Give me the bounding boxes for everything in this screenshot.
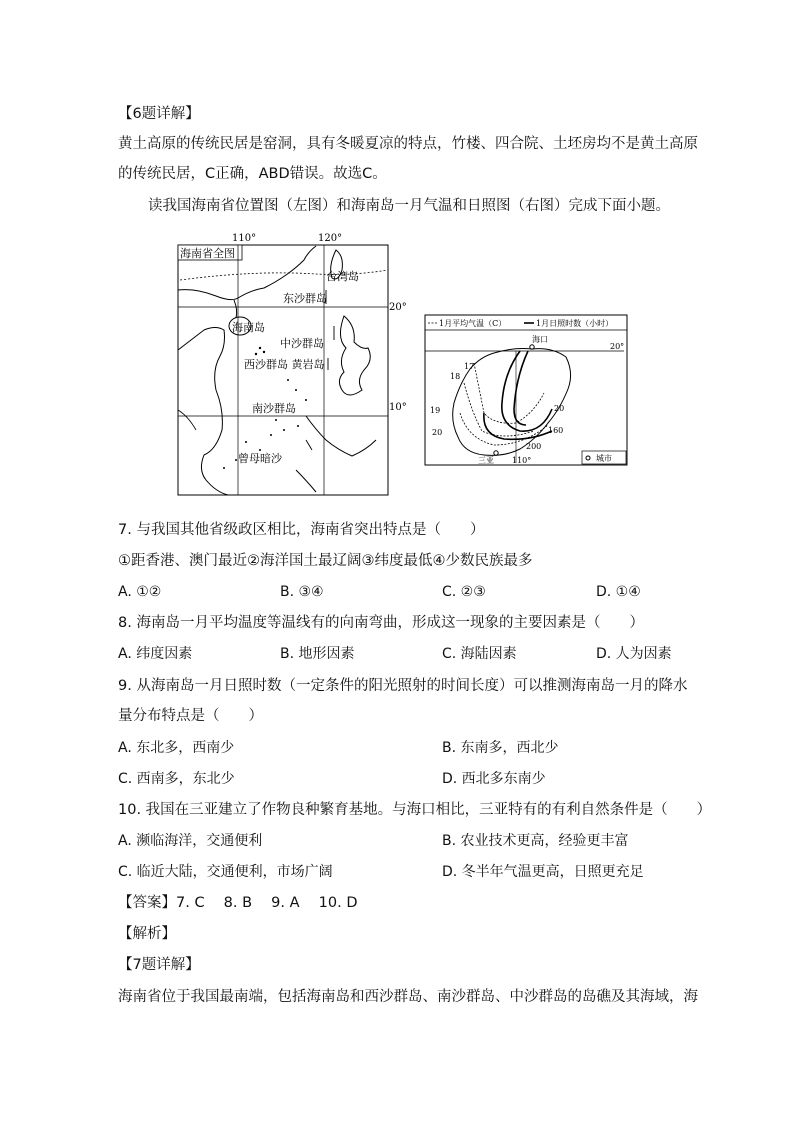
q7-option-b[interactable]: B. ③④ xyxy=(280,584,324,600)
zhongsha-label: 中沙群岛 xyxy=(280,337,324,350)
q7-option-d[interactable]: D. ①④ xyxy=(596,584,641,600)
iso-17: 17 xyxy=(464,362,475,371)
iso-20a: 20 xyxy=(432,428,443,437)
q10-option-a[interactable]: A. 濒临海洋，交通便利 xyxy=(118,833,263,849)
nansha-label: 南沙群岛 xyxy=(252,402,296,415)
q8-option-b[interactable]: B. 地形因素 xyxy=(280,646,355,662)
q10-option-c[interactable]: C. 临近大陆，交通便利，市场广阔 xyxy=(118,864,333,880)
sec7-header: 【7题详解】 xyxy=(118,957,200,973)
lat20-label-right: 20° xyxy=(610,342,625,351)
iso-18: 18 xyxy=(450,372,461,381)
lon120-label: 120° xyxy=(318,233,343,244)
q10-option-d[interactable]: D. 冬半年气温更高，日照更充足 xyxy=(442,864,644,880)
intro-text: 读我国海南省位置图（左图）和海南岛一月气温和日照图（右图）完成下面小题。 xyxy=(148,198,670,214)
analysis-header: 【解析】 xyxy=(118,926,176,942)
taiwan-label: 台湾岛 xyxy=(326,270,359,283)
legend-sun: 1月日照时数（小时） xyxy=(536,319,614,328)
left-map-title: 海南省全图 xyxy=(180,247,235,260)
sanya-label: 三亚 xyxy=(478,456,494,465)
lat20-label: 20° xyxy=(389,302,407,313)
q9-option-b[interactable]: B. 东南多，西北少 xyxy=(442,740,559,756)
hainan-label: 海南岛 xyxy=(232,321,265,334)
hainan-climate-map xyxy=(424,313,630,471)
iso-19: 19 xyxy=(430,406,441,415)
legend-temp: 1月平均气温（C） xyxy=(439,319,507,328)
sec6-line2: 的传统民居，C正确，ABD错误。故选C。 xyxy=(118,166,387,182)
city-legend: 城市 xyxy=(596,454,612,463)
sun-200: 200 xyxy=(526,442,542,451)
hainan-province-map xyxy=(176,230,407,504)
q9-option-a[interactable]: A. 东北多，西南少 xyxy=(118,740,235,756)
haikou-label: 海口 xyxy=(532,335,548,344)
dongsha-label: 东沙群岛 xyxy=(283,292,327,305)
q10-option-b[interactable]: B. 农业技术更高，经验更丰富 xyxy=(442,833,629,849)
q10-stem: 10. 我国在三亚建立了作物良种繁育基地。与海口相比，三亚特有的有利自然条件是（ ） xyxy=(118,802,712,818)
q7-items: ①距香港、澳门最近②海洋国土最辽阔③纬度最低④少数民族最多 xyxy=(118,553,533,569)
sec7-line1: 海南省位于我国最南端，包括海南岛和西沙群岛、南沙群岛、中沙群岛的岛礁及其海域，海 xyxy=(118,989,698,1005)
q9-option-d[interactable]: D. 西北多东南少 xyxy=(442,771,546,787)
q7-option-c[interactable]: C. ②③ xyxy=(442,584,486,600)
q7-stem: 7. 与我国其他省级政区相比，海南省突出特点是（ ） xyxy=(118,522,485,538)
q9-stem-line2: 量分布特点是（ ） xyxy=(118,708,263,724)
lon110-label: 110° xyxy=(232,233,257,244)
sec6-header: 【6题详解】 xyxy=(118,106,200,122)
q9-option-c[interactable]: C. 西南多，东北少 xyxy=(118,771,235,787)
xisha-huangyan-label: 西沙群岛 黄岩岛 xyxy=(244,358,325,371)
answer-line: 【答案】7. C 8. B 9. A 10. D xyxy=(118,895,358,911)
iso-20b: 20 xyxy=(554,404,565,413)
q8-stem: 8. 海南岛一月平均温度等温线有的向南弯曲，形成这一现象的主要因素是（ ） xyxy=(118,615,644,631)
q7-option-a[interactable]: A. ①② xyxy=(118,584,162,600)
sec6-line1: 黄土高原的传统民居是窑洞，具有冬暖夏凉的特点，竹楼、四合院、土坯房均不是黄土高原 xyxy=(118,136,698,152)
q8-option-d[interactable]: D. 人为因素 xyxy=(596,646,672,662)
lon110-label-right: 110° xyxy=(512,456,532,465)
lat10-label: 10° xyxy=(389,402,407,413)
q8-option-c[interactable]: C. 海陆因素 xyxy=(442,646,517,662)
q9-stem-line1: 9. 从海南岛一月日照时数（一定条件的阳光照射的时间长度）可以推测海南岛一月的降水 xyxy=(118,678,688,694)
zengmu-label: 曾母暗沙 xyxy=(238,452,282,465)
sun-160: 160 xyxy=(548,426,564,435)
q8-option-a[interactable]: A. 纬度因素 xyxy=(118,646,193,662)
